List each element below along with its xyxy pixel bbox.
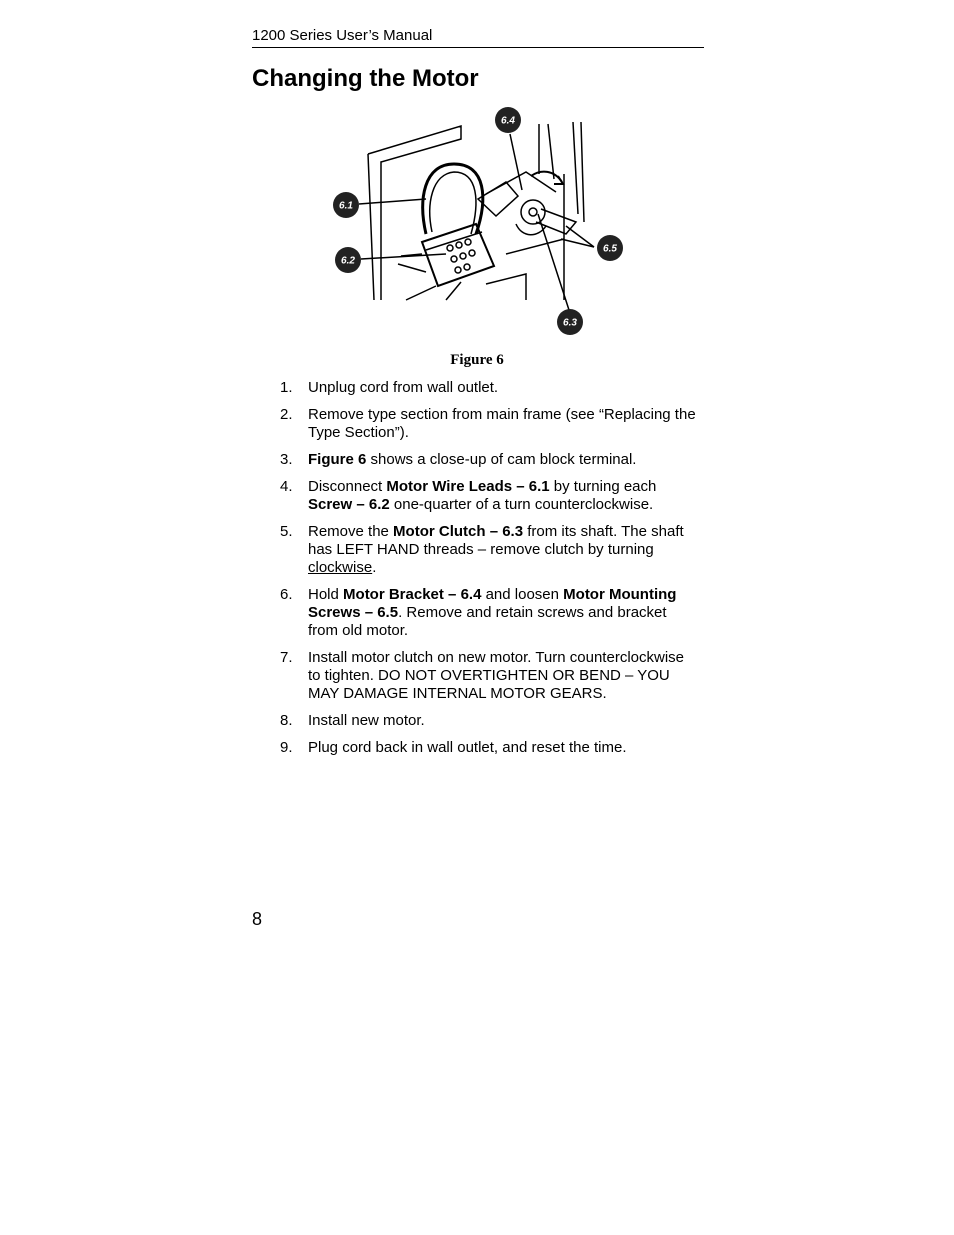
step-number: 2. bbox=[280, 406, 293, 423]
step-bold-text: Screw – 6.2 bbox=[308, 496, 390, 513]
motor-figure bbox=[326, 104, 626, 340]
step-number: 4. bbox=[280, 478, 293, 495]
step-number: 6. bbox=[280, 586, 293, 603]
instruction-step bbox=[280, 406, 700, 442]
step-text: Disconnect bbox=[308, 478, 387, 495]
callout-6-5: 6.5 bbox=[603, 243, 617, 255]
step-number: 1. bbox=[280, 379, 293, 396]
instruction-step bbox=[280, 586, 700, 640]
instruction-step bbox=[280, 649, 700, 703]
instruction-list bbox=[280, 379, 700, 766]
step-text: Install new motor. bbox=[308, 712, 425, 729]
callout-6-3: 6.3 bbox=[563, 317, 577, 329]
step-text: Unplug cord from wall outlet. bbox=[308, 379, 499, 396]
step-text: Remove the bbox=[308, 523, 394, 540]
instruction-step bbox=[280, 379, 700, 397]
step-text: Plug cord back in wall outlet, and reset the time. bbox=[308, 739, 627, 756]
callout-6-1: 6.1 bbox=[339, 200, 353, 212]
page-title: Changing the Motor bbox=[252, 65, 479, 92]
instruction-step bbox=[280, 451, 700, 469]
step-text: Install motor clutch on new motor. Turn counterclockwise to tighten. DO NOT OVERTIGHTEN OR BEND – YOU MAY DAMAGE INTERNAL MOTOR GEARS. bbox=[308, 649, 684, 702]
step-text: . bbox=[372, 559, 377, 576]
step-bold-text: Motor Clutch – 6.3 bbox=[393, 523, 524, 540]
step-bold-text: Motor Bracket – 6.4 bbox=[343, 586, 482, 603]
step-bold-text: Motor Wire Leads – 6.1 bbox=[386, 478, 550, 495]
figure-caption: Figure 6 bbox=[450, 352, 504, 368]
motor-illustration bbox=[326, 104, 626, 340]
step-text: from its shaft. The shaft has LEFT HAND threads – remove clutch by turning bbox=[308, 523, 684, 558]
step-bold-text: Motor Mounting Screws – 6.5 bbox=[308, 586, 677, 621]
step-text: one-quarter of a turn counterclockwise. bbox=[389, 496, 654, 513]
instruction-step bbox=[280, 712, 700, 730]
step-number: 5. bbox=[280, 523, 293, 540]
instruction-step bbox=[280, 478, 700, 514]
step-number: 7. bbox=[280, 649, 293, 666]
step-number: 8. bbox=[280, 712, 293, 729]
step-text: . Remove and retain screws and bracket from old motor. bbox=[308, 604, 667, 639]
step-text: Hold bbox=[308, 586, 344, 603]
step-number: 9. bbox=[280, 739, 293, 756]
instruction-step bbox=[280, 523, 700, 577]
step-text: clockwise bbox=[308, 559, 373, 576]
running-header: 1200 Series User’s Manual bbox=[252, 27, 704, 48]
step-text: shows a close-up of cam block terminal. bbox=[366, 451, 637, 468]
callout-6-2: 6.2 bbox=[341, 255, 355, 267]
step-bold-text: Figure 6 bbox=[308, 451, 367, 468]
step-text: and loosen bbox=[481, 586, 564, 603]
page-number: 8 bbox=[252, 909, 263, 929]
step-text: by turning each bbox=[549, 478, 657, 495]
step-text: Remove type section from main frame (see “Replacing the Type Section”). bbox=[308, 406, 696, 441]
step-number: 3. bbox=[280, 451, 293, 468]
instruction-step bbox=[280, 739, 700, 757]
callout-6-4: 6.4 bbox=[501, 115, 515, 127]
